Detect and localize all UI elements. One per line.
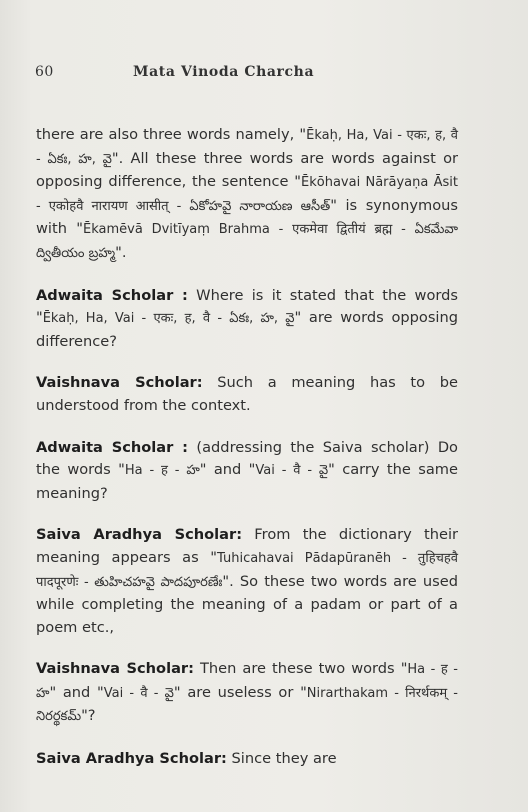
transliteration-text: Ēkaḥ, Ha, Vai - एकः, ह, वै - ఏకః, హ, వై (42, 311, 295, 327)
paragraph-p4 (36, 437, 458, 506)
speaker-label: Adwaita Scholar : (36, 438, 189, 456)
body-text: Then are these two words " (193, 660, 408, 678)
body-text: ". (115, 243, 127, 261)
speaker-label: Vaishnava Scholar: (36, 374, 203, 392)
running-title: Mata Vinoda Charcha (133, 64, 315, 80)
body-text: Where is it stated that the words " (36, 286, 458, 327)
paragraph-p3 (36, 372, 458, 417)
speaker-label: Vaishnava Scholar: (36, 660, 194, 678)
transliteration-text: Ēkaḥ, Ha, Vai - एकः, ह, वै - ఏకః, హ, వై (36, 128, 458, 167)
page-number: 60 (35, 64, 54, 80)
transliteration-text: Nirarthakam - निरर्थकम् - నిరర్థకమ్ (36, 685, 458, 725)
paragraph-p5 (36, 524, 458, 639)
body-text: ". All these three words are words against or opposing difference, the sentence " (36, 149, 459, 191)
transliteration-text: Ha - ह - హ (36, 662, 458, 701)
paragraph-p7 (36, 748, 458, 771)
body-text: From the dictionary their meaning appears as " (36, 526, 458, 566)
body-text: " and " (199, 461, 256, 479)
body-text: Such a meaning has to be understood from the context. (36, 374, 458, 414)
speaker-label: Adwaita Scholar : (36, 286, 188, 304)
body-text: "? (81, 707, 96, 725)
transliteration-text: Vai - वै - వై (255, 463, 329, 479)
body-text: Since they are (226, 750, 337, 768)
transliteration-text: Vai - वै - వై (103, 685, 174, 701)
transliteration-text: Ēkamēvā Dvitīyaṃ Brahma - एकमेवा द्वितीयं ब्रह्म - ఏకమేవా ద్వితీయం బ్రహ్మ (36, 222, 458, 261)
transliteration-text: Ēkōhavai Nārāyaṇa Āsit - एकोहवै नारायण आसीत् - ఏకోహవై నారాయణ ఆసీత్ (36, 175, 458, 214)
paragraph-p6 (36, 658, 458, 729)
body-text: " are useless or " (173, 683, 307, 701)
transliteration-text: Ha - ह - హ (124, 463, 200, 479)
speaker-label: Saiva Aradhya Scholar: (36, 750, 227, 768)
body-text: " are words opposing difference? (36, 309, 459, 350)
paragraph-p2 (36, 285, 458, 354)
body-text: ". So these two words are used while completing the meaning of a padam or part of a poem etc., (36, 572, 458, 636)
body-text: there are also three words namely, " (36, 126, 307, 143)
body-text: " and " (49, 683, 104, 701)
speaker-label: Saiva Aradhya Scholar: (36, 526, 243, 544)
paragraph-p1 (36, 124, 458, 266)
body-text: (addressing the Saiva scholar) Do the words " (36, 438, 458, 479)
page-body (36, 124, 458, 790)
body-text: " is synonymous with " (36, 196, 458, 238)
transliteration-text: Tuhicahavai Pādapūranēh - तुहिचहवै पादपूरणेः - తుహిచహవై పాదపూరణేః (36, 550, 458, 590)
body-text: " carry the same meaning? (36, 461, 458, 502)
